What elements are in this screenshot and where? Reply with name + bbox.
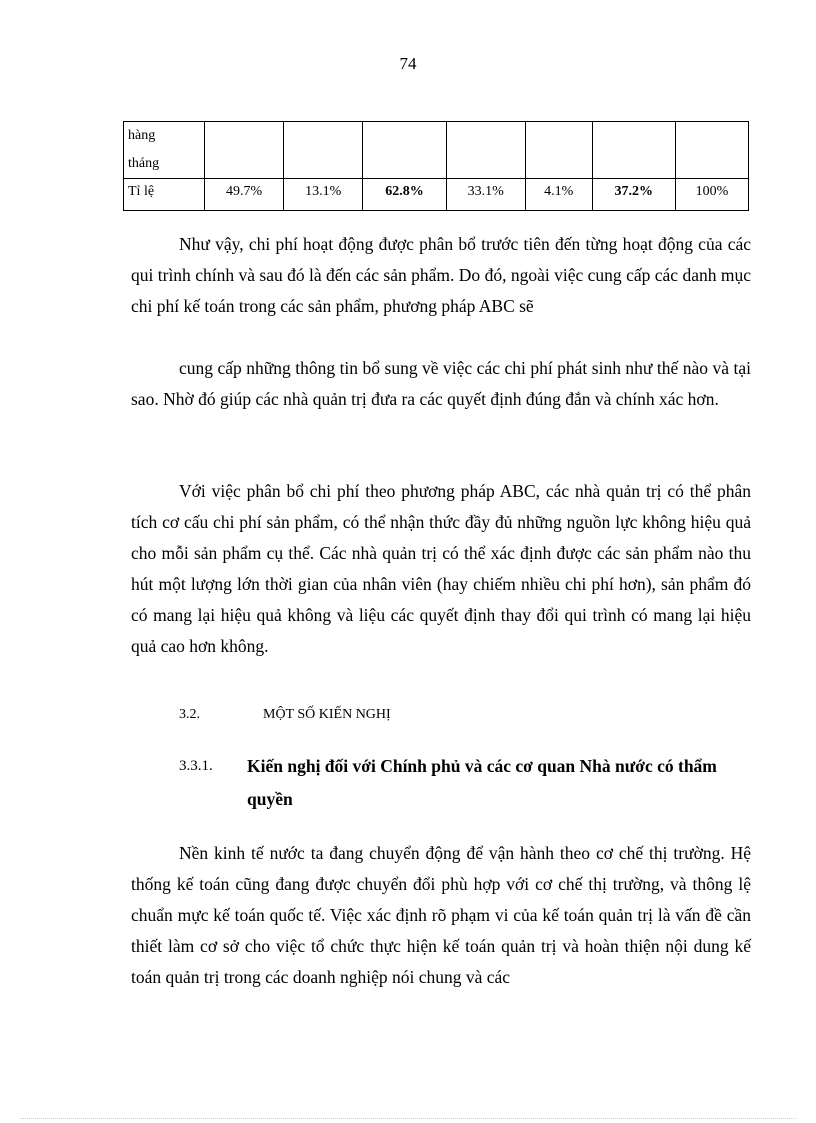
section-number: 3.2.: [179, 707, 200, 722]
table-cell: [525, 122, 592, 179]
table-row: [124, 179, 749, 211]
table-cell: 62.8%: [363, 179, 446, 211]
table-row: [124, 122, 749, 179]
row-label-ratio: Tỉ lệ: [124, 179, 205, 211]
allocation-table: [123, 121, 749, 211]
section-title: MỘT SỐ KIẾN NGHỊ: [263, 707, 391, 722]
table-cell: [205, 122, 284, 179]
row-label-line: hàng: [128, 128, 156, 143]
table-cell: 4.1%: [525, 179, 592, 211]
page-number: 74: [399, 54, 417, 73]
row-label-month: [124, 122, 205, 179]
paragraph-economy: Nền kinh tế nước ta đang chuyển động để vận hành theo cơ chế thị trường. Hệ thống kế toán cũng đang được chuyển đổi phù hợp với cơ chế thị trường, và thông lệ chuẩn mực kế toán quốc tế. Việc xác định rõ phạm vi của kế toán quản trị là vấn đề cần thiết làm cơ sở cho việc tổ chức thực hiện kế toán quản trị và hoàn thiện nội dung kế toán quản trị trong các doanh nghiệp nói chung và các: [131, 843, 751, 987]
table-cell: [363, 122, 446, 179]
row-label-line: tháng: [128, 156, 160, 171]
table-cell: [284, 122, 363, 179]
subsection-heading: [179, 750, 739, 816]
subsection-title: Kiến nghị đối với Chính phủ và các cơ quan Nhà nước có thẩm quyền: [247, 756, 717, 809]
table-cell: [446, 122, 525, 179]
table-cell: 49.7%: [205, 179, 284, 211]
table-cell: [592, 122, 675, 179]
paragraph-abc-information: cung cấp những thông tin bổ sung về việc các chi phí phát sinh như thế nào và tại sao. Nhờ đó giúp các nhà quản trị đưa ra các quyết định đúng đắn và chính xác hơn.: [131, 358, 751, 409]
page-bottom-divider: [20, 1118, 796, 1119]
table-cell: [675, 122, 748, 179]
table-cell: 33.1%: [446, 179, 525, 211]
paragraph-abc-analysis: Với việc phân bổ chi phí theo phương pháp ABC, các nhà quản trị có thể phân tích cơ cấu chi phí sản phẩm, có thể nhận thức đầy đủ những nguồn lực không hiệu quả cho mỗi sản phẩm cụ thể. Các nhà quản trị có thể xác định được các sản phẩm nào thu hút một lượng lớn thời gian của nhân viên (hay chiếm nhiều chi phí hơn), sản phẩm đó có mang lại hiệu quả không và liệu các quyết định thay đổi qui trình có mang lại hiệu quả cao hơn không.: [131, 481, 751, 656]
section-heading: [179, 705, 391, 725]
subsection-number: 3.3.1.: [179, 758, 213, 774]
paragraph-abc-allocation: Như vậy, chi phí hoạt động được phân bổ trước tiên đến từng hoạt động của các qui trình chính và sau đó là đến các sản phẩm. Do đó, ngoài việc cung cấp các danh mục chi phí kế toán trong các sản phẩm, phương pháp ABC sẽ: [131, 234, 751, 316]
table-cell: 100%: [675, 179, 748, 211]
table-cell: 13.1%: [284, 179, 363, 211]
table-cell: 37.2%: [592, 179, 675, 211]
